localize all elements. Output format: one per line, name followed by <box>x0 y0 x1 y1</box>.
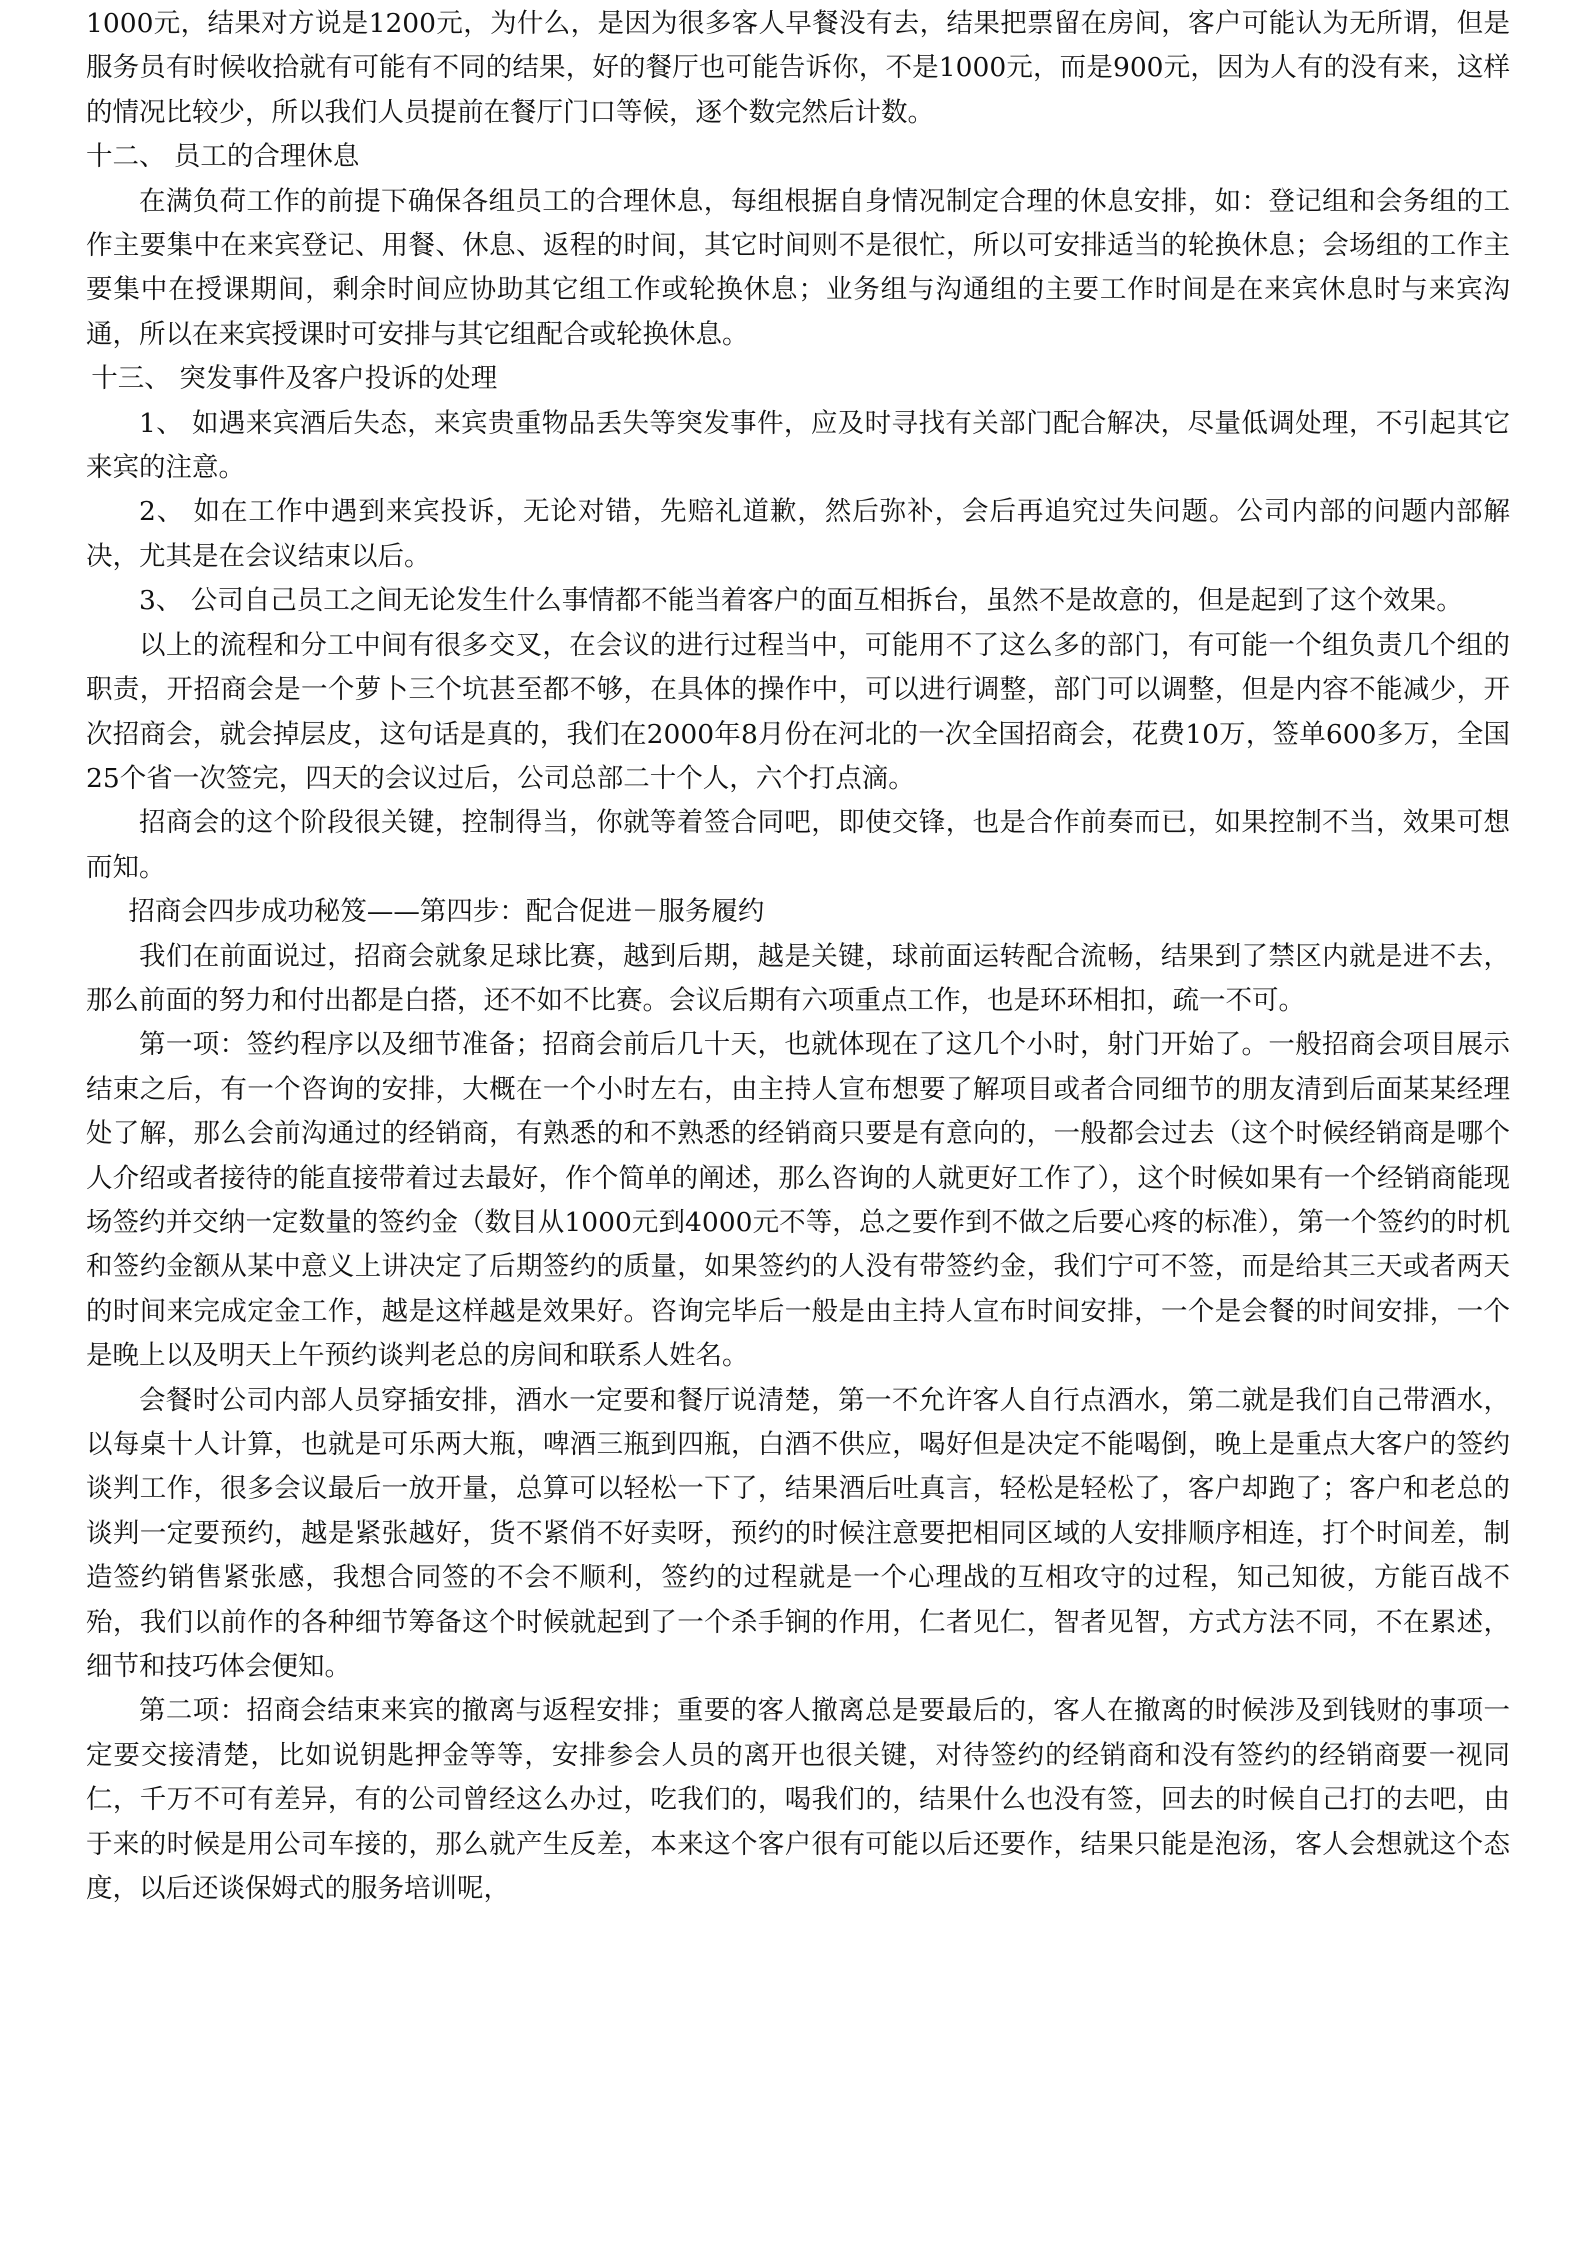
body-paragraph: 第二项：招商会结束来宾的撤离与返程安排；重要的客人撤离总是要最后的，客人在撤离的时候涉及到钱财的事项一定要交接清楚，比如说钥匙押金等等，安排参会人员的离开也很关键，对待签约的经销商和没有签约的经销商要一视同仁，千万不可有差异，有的公司曾经这么办过，吃我们的，喝我们的，结果什么也没有签，回去的时候自己打的去吧，由于来的时候是用公司车接的，那么就产生反差，本来这个客户很有可能以后还要作，结果只能是泡汤，客人会想就这个态度，以后还谈保姆式的服务培训呢， <box>86 1695 1510 1905</box>
body-paragraph: 2、 如在工作中遇到来宾投诉，无论对错，先赔礼道歉，然后弥补，会后再追究过失问题。公司内部的问题内部解决，尤其是在会议结束以后。 <box>86 496 1510 572</box>
body-paragraph: 1000元，结果对方说是1200元，为什么，是因为很多客人早餐没有去，结果把票留在房间，客户可能认为无所谓，但是服务员有时候收拾就有可能有不同的结果，好的餐厅也可能告诉你，不是1000元，而是900元，因为人有的没有来，这样的情况比较少，所以我们人员提前在餐厅门口等候，逐个数完然后计数。 <box>86 8 1510 128</box>
document-page <box>86 0 1510 1911</box>
body-paragraph: 招商会的这个阶段很关键，控制得当，你就等着签合同吧，即使交锋，也是合作前奏而已，如果控制不当，效果可想而知。 <box>86 807 1510 883</box>
body-paragraph: 我们在前面说过，招商会就象足球比赛，越到后期，越是关键，球前面运转配合流畅，结果到了禁区内就是进不去，那么前面的努力和付出都是白搭，还不如不比赛。会议后期有六项重点工作，也是环环相扣，疏一不可。 <box>86 940 1510 1016</box>
section-heading: 十三、 突发事件及客户投诉的处理 <box>91 363 498 395</box>
body-paragraph: 第一项：签约程序以及细节准备；招商会前后几十天，也就体现在了这几个小时，射门开始了。一般招商会项目展示结束之后，有一个咨询的安排，大概在一个小时左右，由主持人宣布想要了解项目或者合同细节的朋友清到后面某某经理处了解，那么会前沟通过的经销商，有熟悉的和不熟悉的经销商只要是有意向的，一般都会过去（这个时候经销商是哪个人介绍或者接待的能直接带着过去最好，作个简单的阐述，那么咨询的人就更好工作了），这个时候如果有一个经销商能现场签约并交纳一定数量的签约金（数目从1000元到4000元不等，总之要作到不做之后要心疼的标准），第一个签约的时机和签约金额从某中意义上讲决定了后期签约的质量，如果签约的人没有带签约金，我们宁可不签，而是给其三天或者两天的时间来完成定金工作，越是这样越是效果好。咨询完毕后一般是由主持人宣布时间安排，一个是会餐的时间安排，一个是晚上以及明天上午预约谈判老总的房间和联系人姓名。 <box>86 1029 1510 1372</box>
section-heading: 十二、 员工的合理休息 <box>86 141 360 173</box>
body-paragraph: 以上的流程和分工中间有很多交叉，在会议的进行过程当中，可能用不了这么多的部门，有可能一个组负责几个组的职责，开招商会是一个萝卜三个坑甚至都不够，在具体的操作中，可以进行调整，部门可以调整，但是内容不能减少，开次招商会，就会掉层皮，这句话是真的，我们在2000年8月份在河北的一次全国招商会，花费10万，签单600多万，全国25个省一次签完，四天的会议过后，公司总部二十个人，六个打点滴。 <box>86 629 1510 794</box>
section-heading: 招商会四步成功秘笈——第四步：配合促进－服务履约 <box>128 896 765 928</box>
body-paragraph: 3、 公司自己员工之间无论发生什么事情都不能当着客户的面互相拆台，虽然不是故意的，但是起到了这个效果。 <box>139 585 1463 617</box>
body-paragraph: 在满负荷工作的前提下确保各组员工的合理休息，每组根据自身情况制定合理的休息安排，如：登记组和会务组的工作主要集中在来宾登记、用餐、休息、返程的时间，其它时间则不是很忙，所以可安排适当的轮换休息；会场组的工作主要集中在授课期间，剩余时间应协助其它组工作或轮换休息；业务组与沟通组的主要工作时间是在来宾休息时与来宾沟通，所以在来宾授课时可安排与其它组配合或轮换休息。 <box>86 185 1510 350</box>
body-paragraph: 会餐时公司内部人员穿插安排，酒水一定要和餐厅说清楚，第一不允许客人自行点酒水，第二就是我们自己带酒水，以每桌十人计算，也就是可乐两大瓶，啤酒三瓶到四瓶，白酒不供应，喝好但是决定不能喝倒，晚上是重点大客户的签约谈判工作，很多会议最后一放开量，总算可以轻松一下了，结果酒后吐真言，轻松是轻松了，客户却跑了；客户和老总的谈判一定要预约，越是紧张越好，货不紧俏不好卖呀，预约的时候注意要把相同区域的人安排顺序相连，打个时间差，制造签约销售紧张感，我想合同签的不会不顺利，签约的过程就是一个心理战的互相攻守的过程，知己知彼，方能百战不殆，我们以前作的各种细节筹备这个时候就起到了一个杀手锏的作用，仁者见仁，智者见智，方式方法不同，不在累述，细节和技巧体会便知。 <box>86 1384 1510 1683</box>
body-paragraph: 1、 如遇来宾酒后失态，来宾贵重物品丢失等突发事件，应及时寻找有关部门配合解决，尽量低调处理，不引起其它来宾的注意。 <box>86 407 1510 484</box>
